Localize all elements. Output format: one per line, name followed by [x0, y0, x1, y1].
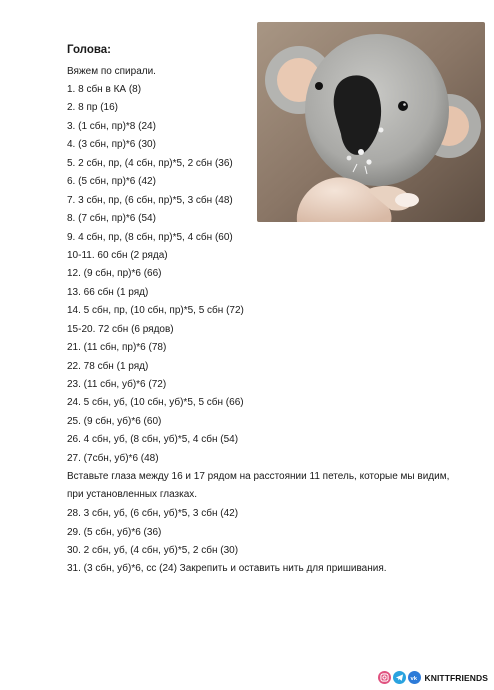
eye-placement-note: Вставьте глаза между 16 и 17 рядом на расстоянии 11 петель, которые мы видим, при установленных глазках.: [67, 471, 450, 501]
pattern-row: 15-20. 72 сбн (6 рядов): [67, 323, 174, 335]
pattern-row: 23. (11 сбн, уб)*6 (72): [67, 379, 167, 390]
pattern-row: 13. 66 сбн (1 ряд): [67, 286, 149, 298]
svg-text:vk: vk: [411, 675, 418, 682]
pattern-row: 12. (9 сбн, пр)*6 (66): [67, 268, 162, 280]
pattern-row: 4. (3 сбн, пр)*6 (30): [67, 139, 156, 151]
pattern-row: 27. (7сбн, уб)*6 (48): [67, 452, 159, 464]
pattern-row: 25. (9 сбн, уб)*6 (60): [67, 415, 162, 427]
pattern-row: 9. 4 сбн, пр, (8 сбн, пр)*5, 4 сбн (60): [67, 231, 233, 243]
pattern-row: 3. (1 сбн, пр)*8 (24): [67, 120, 156, 132]
pattern-row: 7. 3 сбн, пр, (6 сбн, пр)*5, 3 сбн (48): [67, 194, 233, 206]
koala-photo: [257, 22, 485, 222]
pattern-row: 2. 8 пр (16): [67, 102, 118, 114]
pattern-row: 26. 4 сбн, уб, (8 сбн, уб)*5, 4 сбн (54): [67, 434, 239, 446]
pattern-row: 6. (5 сбн, пр)*6 (42): [67, 176, 156, 188]
intro-text: Вяжем по спирали.: [67, 66, 156, 77]
pattern-row: 24. 5 сбн, уб, (10 сбн, уб)*5, 5 сбн (66): [67, 397, 244, 409]
instagram-icon[interactable]: [378, 671, 391, 684]
pattern-row: 21. (11 сбн, пр)*6 (78): [67, 342, 167, 354]
vk-icon[interactable]: [408, 671, 421, 684]
pattern-row: 5. 2 сбн, пр, (4 сбн, пр)*5, 2 сбн (36): [67, 157, 233, 169]
pattern-row: 14. 5 сбн, пр, (10 сбн, пр)*5, 5 сбн (72): [67, 305, 244, 317]
pattern-row: 30. 2 сбн, уб, (4 сбн, уб)*5, 2 сбн (30): [67, 544, 239, 556]
pattern-row: 10-11. 60 сбн (2 ряда): [67, 249, 168, 261]
footer-branding: [378, 671, 488, 684]
pattern-row: 31. (3 сбн, уб)*6, сс (24) Закрепить и оставить нить для пришивания.: [67, 563, 387, 575]
pattern-row: 8. (7 сбн, пр)*6 (54): [67, 213, 156, 225]
pattern-row: 29. (5 сбн, уб)*6 (36): [67, 526, 162, 538]
pattern-row: 22. 78 сбн (1 ряд): [67, 360, 149, 372]
pattern-row: 28. 3 сбн, уб, (6 сбн, уб)*5, 3 сбн (42): [67, 508, 239, 520]
page-title: Голова:: [67, 44, 112, 56]
brand-name: KNITTFRIENDS: [424, 672, 488, 683]
pattern-row: 1. 8 сбн в КА (8): [67, 84, 142, 95]
telegram-icon[interactable]: [393, 671, 406, 684]
